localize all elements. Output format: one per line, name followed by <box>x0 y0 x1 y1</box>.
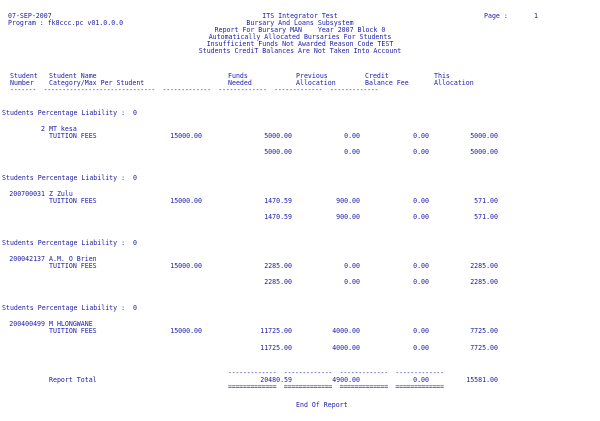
total-funds-needed: 20480.59 <box>260 376 292 384</box>
col-student-number-line-2: Number <box>10 79 34 87</box>
this-allocation: 7725.00 <box>470 327 498 335</box>
report-title-line-2: Bursary And Loans Subsystem <box>246 19 354 27</box>
subtotal-credit-balance-fee: 0.00 <box>413 344 429 352</box>
subtotal-this-allocation: 2285.00 <box>470 278 498 286</box>
page-number: 1 <box>534 12 538 20</box>
student-name: MT kesa <box>49 125 77 133</box>
subtotal-this-allocation: 7725.00 <box>470 344 498 352</box>
col-credit-balance-line-1: Credit <box>365 72 389 80</box>
previous-allocation: 0.00 <box>344 262 360 270</box>
total-credit-balance-fee: 0.00 <box>413 376 429 384</box>
student-name: Z Zulu <box>49 190 73 198</box>
liability-label: Students Percentage Liability : 0 <box>2 174 137 182</box>
subtotal-funds-needed: 2285.00 <box>264 278 292 286</box>
subtotal-credit-balance-fee: 0.00 <box>413 148 429 156</box>
col-funds-needed-line-1: Funds <box>228 72 248 80</box>
total-this-allocation: 15581.00 <box>466 376 498 384</box>
subtotal-credit-balance-fee: 0.00 <box>413 213 429 221</box>
category: TUITION FEES <box>49 262 97 270</box>
student-number: 2 <box>41 125 45 133</box>
this-allocation: 571.00 <box>474 197 498 205</box>
end-of-report: End Of Report <box>296 401 348 409</box>
liability-label: Students Percentage Liability : 0 <box>2 109 137 117</box>
funds-needed: 11725.00 <box>260 327 292 335</box>
subtotal-credit-balance-fee: 0.00 <box>413 278 429 286</box>
previous-allocation: 900.00 <box>336 197 360 205</box>
col-student-name-line-2: Category/Max Per Student <box>49 79 145 87</box>
max-per-student: 15000.00 <box>170 132 202 140</box>
funds-needed: 5000.00 <box>264 132 292 140</box>
credit-balance-fee: 0.00 <box>413 132 429 140</box>
subtotal-this-allocation: 5000.00 <box>470 148 498 156</box>
column-underline: ------- ------------------------------ ------------- ------------- ------------- ------------- <box>10 86 379 94</box>
previous-allocation: 4000.00 <box>332 327 360 335</box>
col-credit-balance-line-2: Balance Fee <box>365 79 409 87</box>
subtotal-previous-allocation: 0.00 <box>344 148 360 156</box>
subtotal-funds-needed: 11725.00 <box>260 344 292 352</box>
max-per-student: 15000.00 <box>170 197 202 205</box>
category: TUITION FEES <box>49 132 97 140</box>
student-number: 200700031 <box>9 190 45 198</box>
liability-label: Students Percentage Liability : 0 <box>2 304 137 312</box>
student-name: A.M. O Brien <box>49 255 97 263</box>
this-allocation: 5000.00 <box>470 132 498 140</box>
subtotal-previous-allocation: 900.00 <box>336 213 360 221</box>
credit-balance-fee: 0.00 <box>413 197 429 205</box>
total-equals-line: ============= ============= ============= ============= <box>228 383 444 391</box>
max-per-student: 15000.00 <box>170 262 202 270</box>
subtotal-funds-needed: 5000.00 <box>264 148 292 156</box>
subtotal-previous-allocation: 4000.00 <box>332 344 360 352</box>
report-date: 07-SEP-2007 <box>8 12 52 20</box>
col-previous-allocation-line-2: Allocation <box>296 79 336 87</box>
col-funds-needed-line-2: Needed <box>228 79 252 87</box>
category: TUITION FEES <box>49 327 97 335</box>
col-this-allocation-line-1: This <box>434 72 450 80</box>
col-this-allocation-line-2: Allocation <box>434 79 474 87</box>
subtotal-this-allocation: 571.00 <box>474 213 498 221</box>
credit-balance-fee: 0.00 <box>413 327 429 335</box>
report-title-line-1: ITS Integrator Test <box>262 12 338 20</box>
subtotal-funds-needed: 1470.59 <box>264 213 292 221</box>
student-number: 200400499 <box>9 320 45 328</box>
report-title-line-3: Report For Bursary MAN Year 2007 Block 0 <box>214 26 386 34</box>
credit-balance-fee: 0.00 <box>413 262 429 270</box>
page-label: Page : <box>484 12 508 20</box>
this-allocation: 2285.00 <box>470 262 498 270</box>
funds-needed: 1470.59 <box>264 197 292 205</box>
student-name: M HLONGWANE <box>49 320 93 328</box>
col-previous-allocation-line-1: Previous <box>296 72 328 80</box>
report-title-line-5: Insufficient Funds Not Awarded Reason Code TEST <box>206 40 394 48</box>
max-per-student: 15000.00 <box>170 327 202 335</box>
student-number: 200042137 <box>9 255 45 263</box>
liability-label: Students Percentage Liability : 0 <box>2 239 137 247</box>
report-title-line-6: Students CrediT Balances Are Not Taken Into Account <box>198 47 402 55</box>
report-total-label: Report Total <box>49 376 97 384</box>
report-title-line-4: Automatically Allocated Bursaries For Students <box>208 33 392 41</box>
funds-needed: 2285.00 <box>264 262 292 270</box>
col-student-name-line-1: Student Name <box>49 72 97 80</box>
total-dash-line: ------------- ------------- ------------- ------------- <box>228 369 444 377</box>
subtotal-previous-allocation: 0.00 <box>344 278 360 286</box>
total-previous-allocation: 4900.00 <box>332 376 360 384</box>
previous-allocation: 0.00 <box>344 132 360 140</box>
program-id: Program : fk8ccc.pc v01.0.0.0 <box>8 19 124 27</box>
col-student-number-line-1: Student <box>10 72 38 80</box>
category: TUITION FEES <box>49 197 97 205</box>
